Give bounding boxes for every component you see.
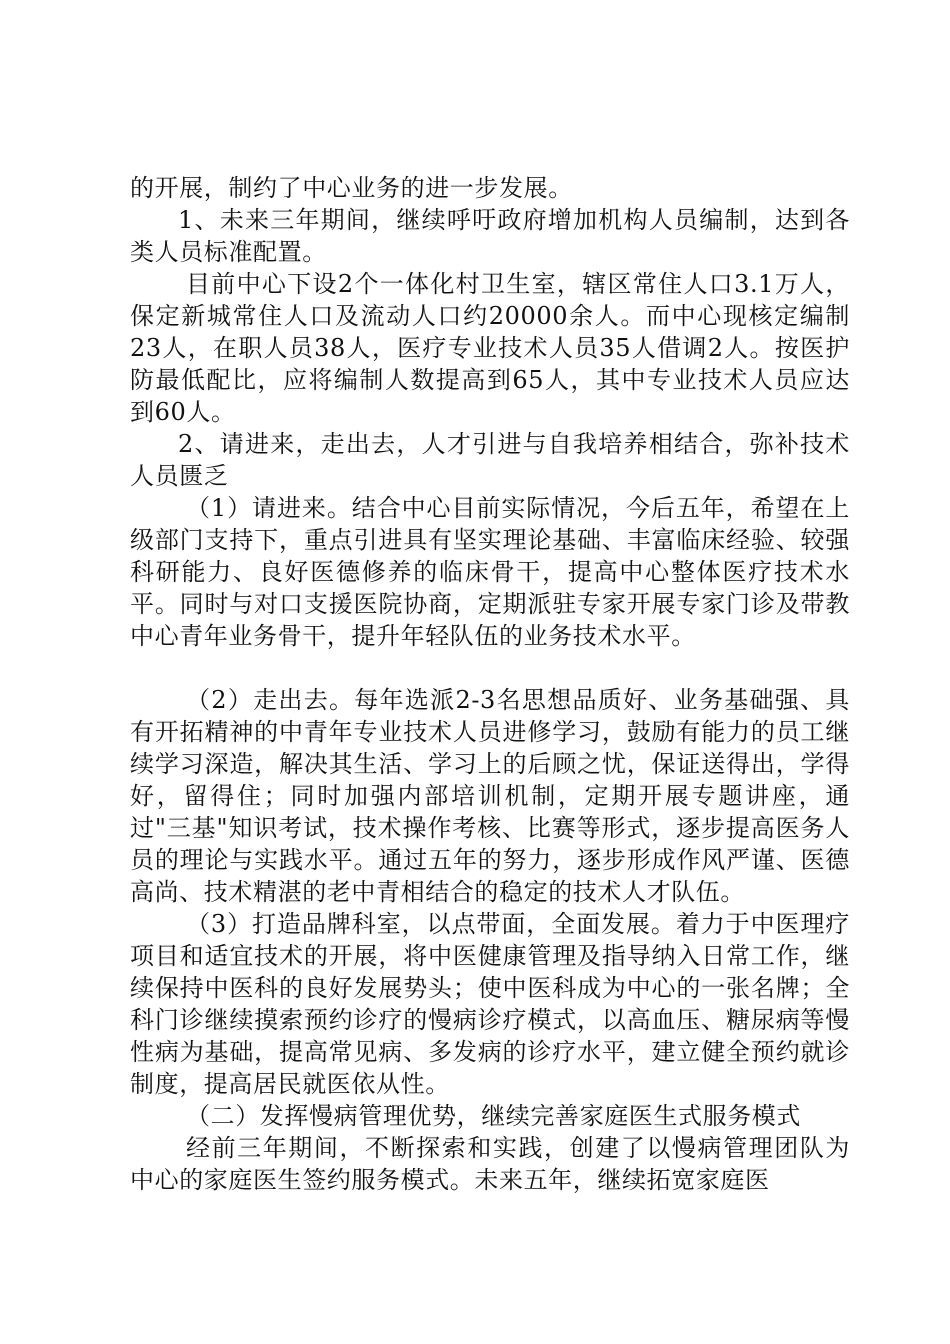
paragraph-item-2: 2、请进来，走出去，人才引进与自我培养相结合，弥补技术人员匮乏 — [130, 430, 850, 490]
document-body — [130, 172, 850, 1196]
paragraph-item-1: 1、未来三年期间，继续呼吁政府增加机构人员编制，达到各类人员标准配置。 — [130, 206, 850, 266]
paragraph-gap — [130, 652, 850, 684]
paragraph-sub-1: （1）请进来。结合中心目前实际情况，今后五年，希望在上级部门支持下，重点引进具有坚实理论基础、丰富临床经验、较强科研能力、良好医德修养的临床骨干，提高中心整体医疗技术水平。同时与对口支援医院协商，定期派驻专家开展专家门诊及带教中心青年业务骨干，提升年轻队伍的业务技术水平。 — [130, 494, 850, 650]
section-heading-2: （二）发挥慢病管理优势，继续完善家庭医生式服务模式 — [186, 1102, 801, 1130]
paragraph-section-2: 经前三年期间，不断探索和实践，创建了以慢病管理团队为中心的家庭医生签约服务模式。未来五年，继续拓宽家庭医 — [130, 1134, 850, 1194]
paragraph-sub-2: （2）走出去。每年选派2-3名思想品质好、业务基础强、具有开拓精神的中青年专业技术人员进修学习，鼓励有能力的员工继续学习深造，解决其生活、学习上的后顾之忧，保证送得出，学得好，留得住；同时加强内部培训机制，定期开展专题讲座，通过"三基"知识考试，技术操作考核、比赛等形式，逐步提高医务人员的理论与实践水平。通过五年的努力，逐步形成作风严谨、医德高尚、技术精湛的老中青相结合的稳定的技术人才队伍。 — [130, 686, 850, 906]
paragraph-sub-3: （3）打造品牌科室，以点带面，全面发展。着力于中医理疗项目和适宜技术的开展，将中医健康管理及指导纳入日常工作，继续保持中医科的良好发展势头；使中医科成为中心的一张名牌；全科门诊继续摸索预约诊疗的慢病诊疗模式，以高血压、糖尿病等慢性病为基础，提高常见病、多发病的诊疗水平，建立健全预约就诊制度，提高居民就医依从性。 — [130, 910, 850, 1098]
paragraph-continuation: 的开展，制约了中心业务的进一步发展。 — [130, 174, 573, 202]
paragraph-staffing: 目前中心下设2个一体化村卫生室，辖区常住人口3.1万人，保定新城常住人口及流动人口约20000余人。而中心现核定编制23人，在职人员38人，医疗专业技术人员35人借调2人。按医护防最低配比，应将编制人数提高到65人，其中专业技术人员应达到60人。 — [130, 270, 850, 426]
